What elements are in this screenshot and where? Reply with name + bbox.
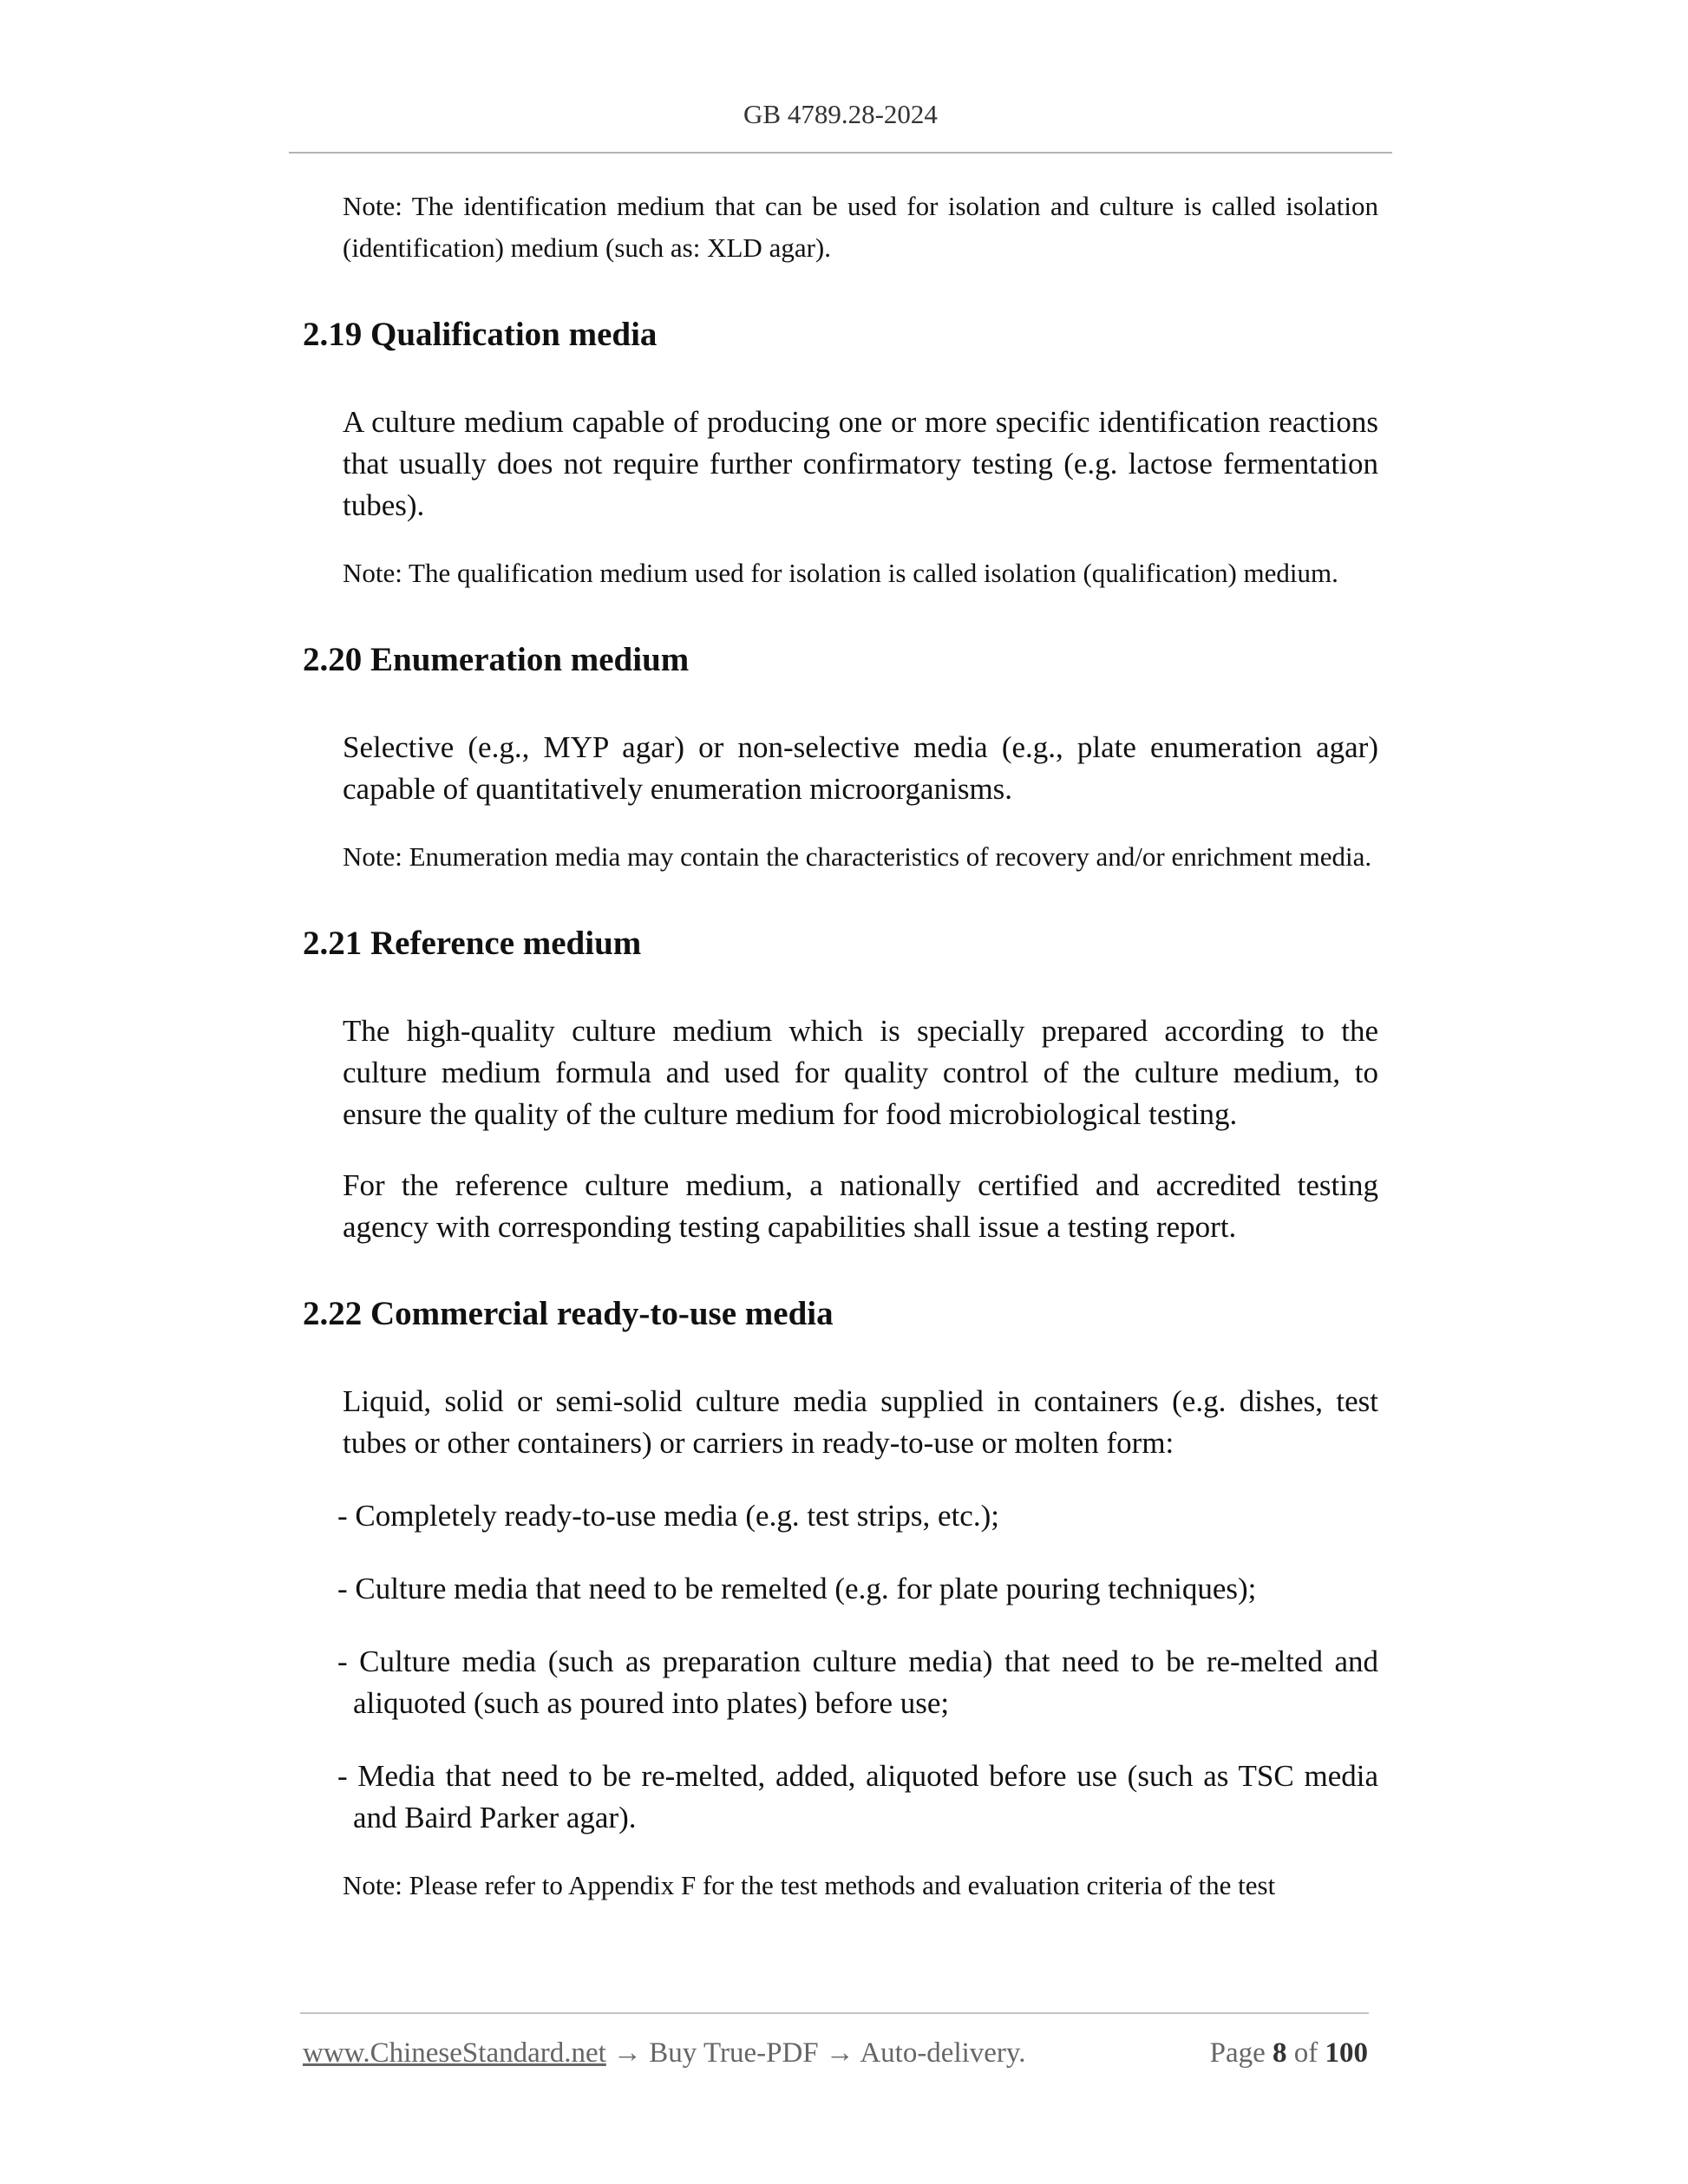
section-heading-2-20: 2.20 Enumeration medium	[303, 641, 690, 678]
section-2-19-paragraph: A culture medium capable of producing one or more specific identification reactions that usually does not require further confirmatory testing (e.g. lactose fermentation tubes).	[343, 405, 1378, 522]
page-number: 8	[1273, 2037, 1287, 2069]
section-2-20-paragraph: Selective (e.g., MYP agar) or non-selective media (e.g., plate enumeration agar) capable of quantitatively enumeration microorganisms.	[343, 730, 1378, 806]
section-2-22-note: Note: Please refer to Appendix F for the test methods and evaluation criteria of the test	[343, 1870, 1276, 1900]
intro-note: Note: The identification medium that can be used for isolation and culture is called isolation (identification) medium (such as: XLD agar).	[343, 191, 1378, 263]
buy-pdf-text: Buy True-PDF	[649, 2037, 819, 2069]
section-2-19-note: Note: The qualification medium used for isolation is called isolation (qualification) medium.	[343, 558, 1338, 588]
page-label: Page	[1209, 2037, 1266, 2069]
footer-promo	[303, 2035, 1026, 2071]
section-2-22-paragraph: Liquid, solid or semi-solid culture media supplied in containers (e.g. dishes, test tubes or other containers) or carriers in ready-to-use or molten form:	[343, 1384, 1378, 1460]
section-heading-2-19: 2.19 Qualification media	[303, 316, 658, 353]
page-header: GB 4789.28-2024	[743, 99, 938, 129]
header-divider	[289, 152, 1392, 154]
section-2-21-paragraph-1: The high-quality culture medium which is specially prepared according to the culture medium formula and used for quality control of the culture medium, to ensure the quality of the culture medium for food microbiological testing.	[343, 1014, 1378, 1131]
list-item: - Culture media (such as preparation culture media) that need to be re-melted and aliquoted (such as poured into plates) before use;	[337, 1645, 1378, 1720]
section-2-20-note: Note: Enumeration media may contain the characteristics of recovery and/or enrichment media.	[343, 841, 1372, 872]
page-total: 100	[1325, 2037, 1368, 2069]
footer-divider	[300, 2012, 1369, 2014]
section-heading-2-22: 2.22 Commercial ready-to-use media	[303, 1295, 834, 1332]
section-2-21-paragraph-2: For the reference culture medium, a nationally certified and accredited testing agency with corresponding testing capabilities shall issue a testing report.	[343, 1168, 1378, 1244]
of-label: of	[1293, 2037, 1318, 2069]
arrow-right-icon: →	[613, 2037, 643, 2069]
auto-delivery-text: Auto-delivery.	[860, 2037, 1026, 2069]
page-indicator	[1210, 2035, 1368, 2071]
arrow-right-icon: →	[825, 2037, 854, 2069]
list-item: - Culture media that need to be remelted (e.g. for plate pouring techniques);	[337, 1572, 1257, 1605]
section-heading-2-21: 2.21 Reference medium	[303, 925, 642, 962]
page-content	[303, 186, 1378, 1906]
list-item: - Completely ready-to-use media (e.g. test strips, etc.);	[337, 1499, 999, 1533]
website-link[interactable]: www.ChineseStandard.net	[303, 2037, 606, 2069]
list-item: - Media that need to be re-melted, added, aliquoted before use (such as TSC media and Baird Parker agar).	[337, 1759, 1378, 1834]
